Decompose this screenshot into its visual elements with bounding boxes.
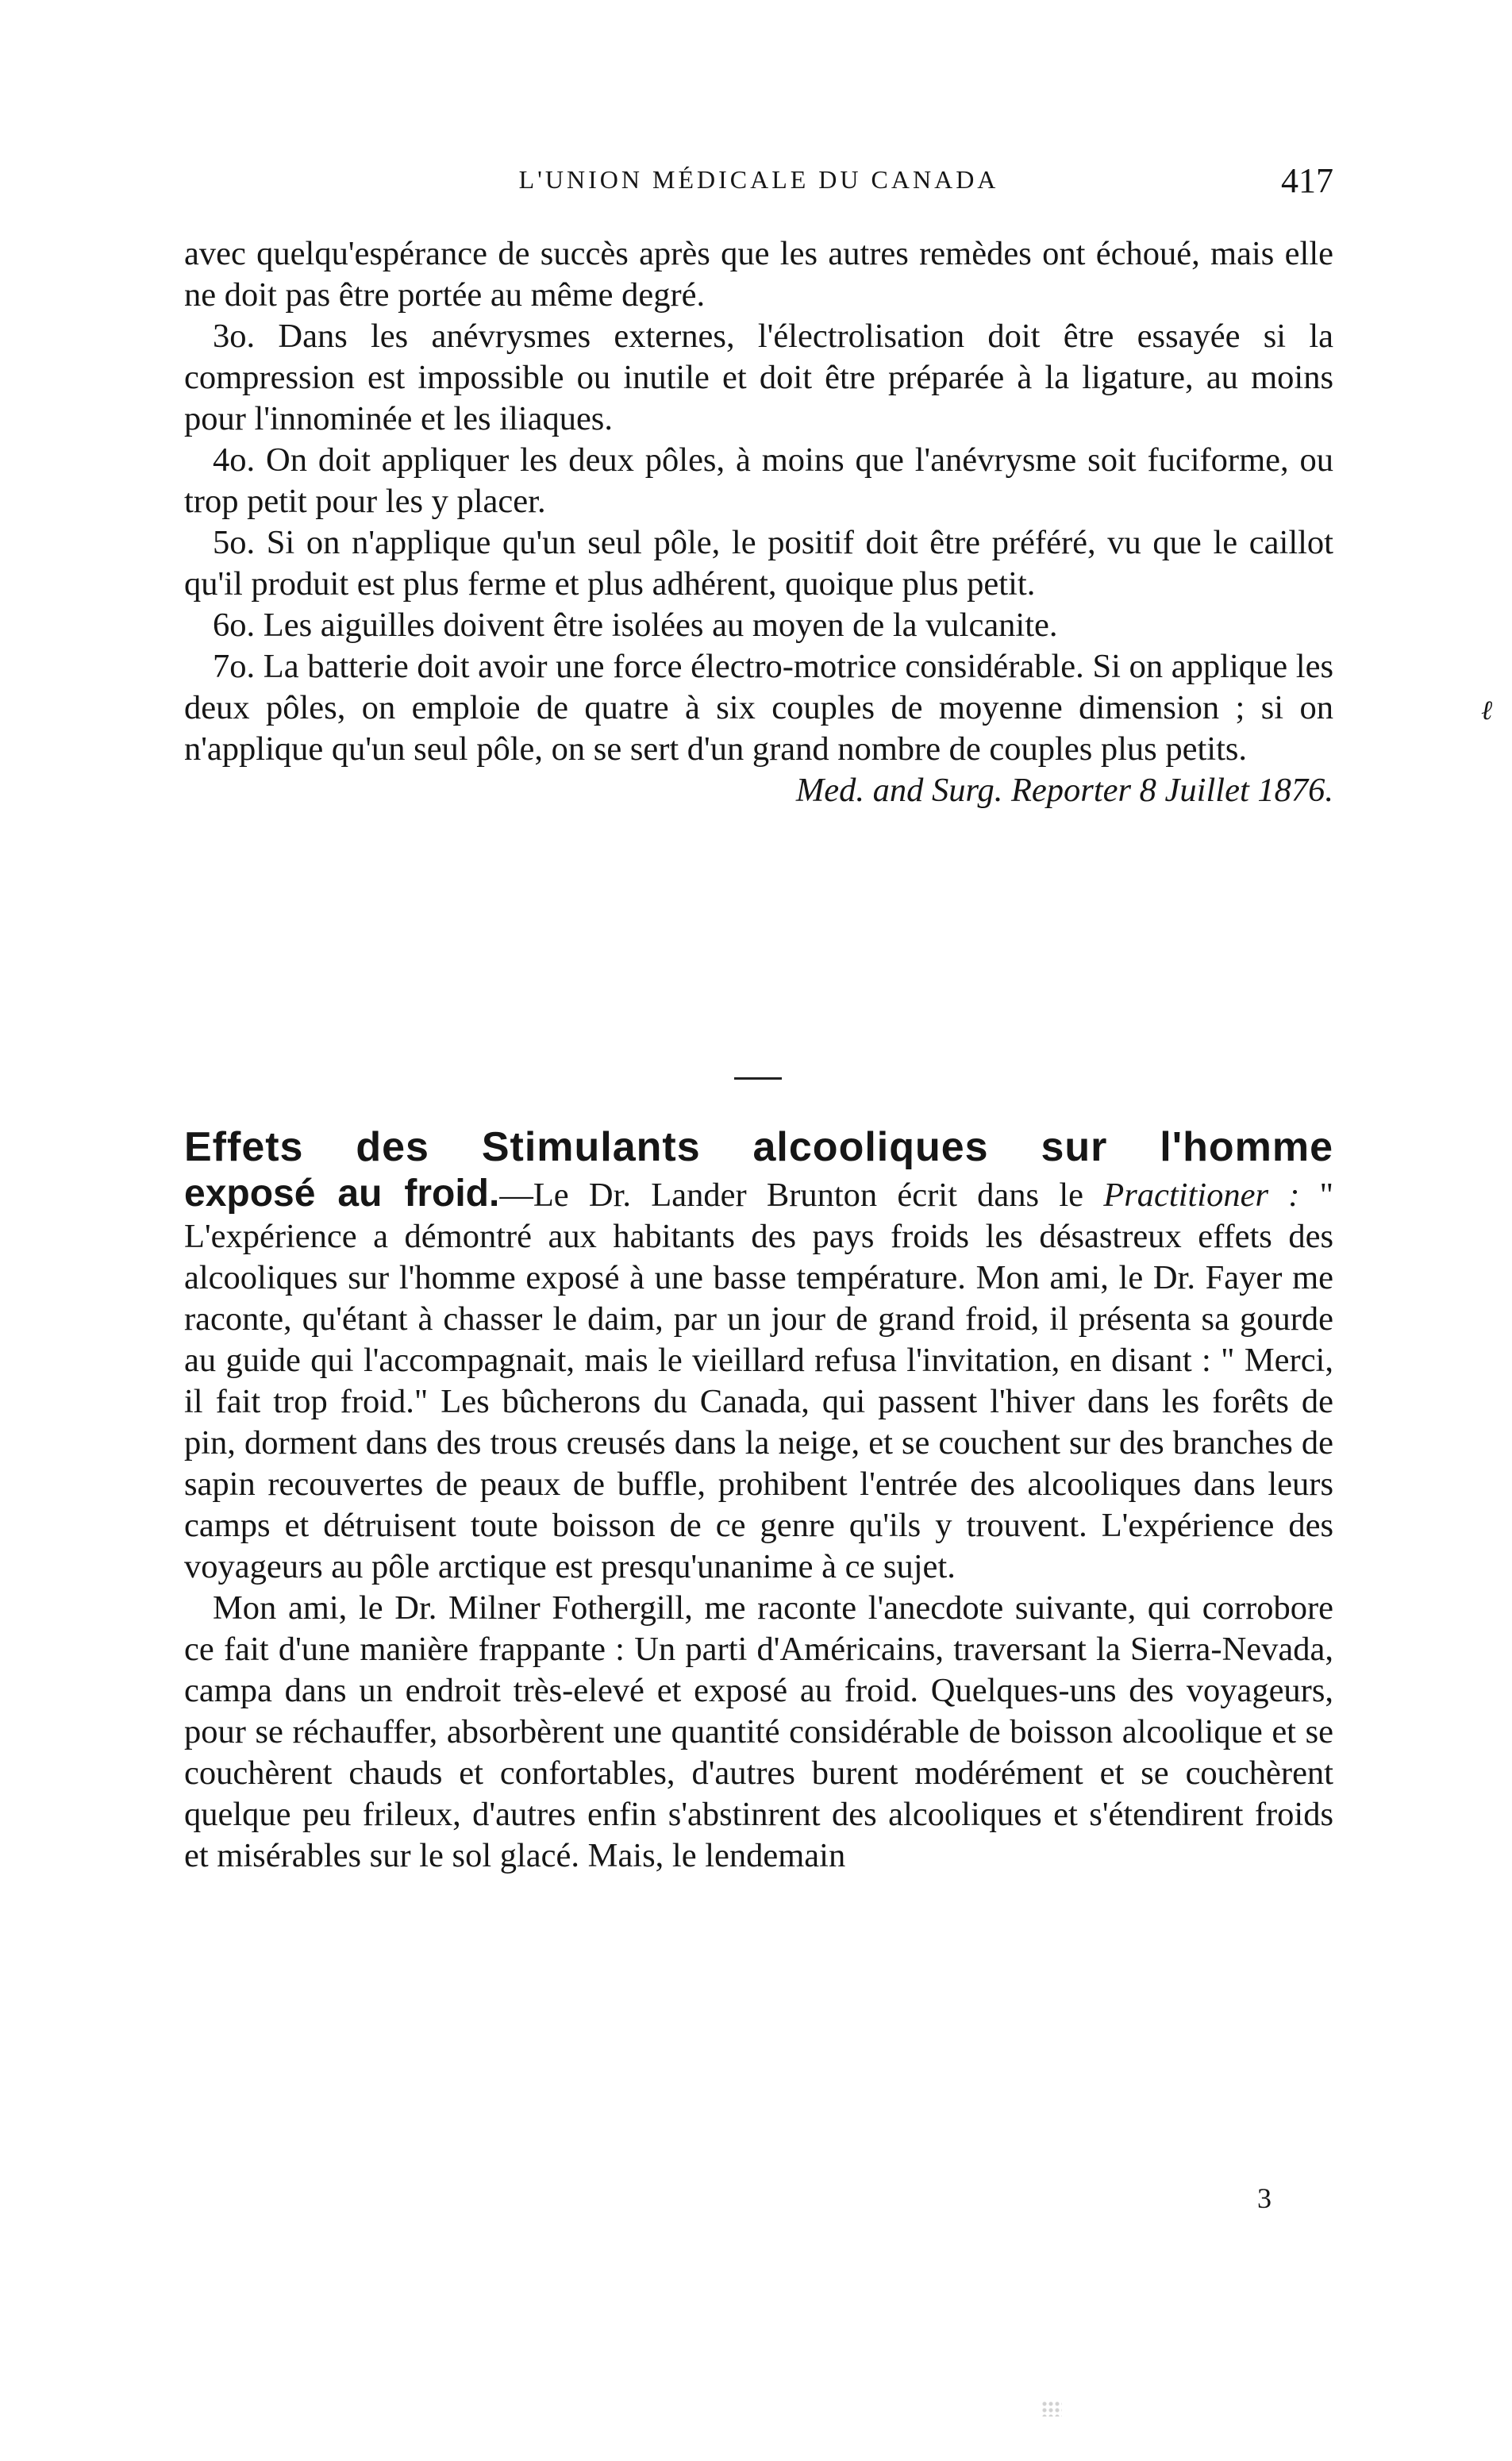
paragraph-6o: 6o. Les aiguilles doivent être isolées au moyen de la vulcanite. [213, 607, 1058, 644]
article-title: Effets des Stimulants alcooliques sur l'homme [184, 1124, 1333, 1170]
page-number: 417 [1281, 161, 1333, 200]
paragraph-4o: 4o. On doit appliquer les deux pôles, à moins que l'anévrysme soit fuciforme, ou trop petit pour les y placer. [184, 441, 1333, 520]
journal-name: Practitioner : [1103, 1177, 1300, 1214]
article-intro: —Le Dr. Lander Brunton écrit dans le [499, 1177, 1083, 1214]
continued-paragraph: avec quelqu'espérance de succès après que les autres remèdes ont échoué, mais elle ne doit pas être portée au même degré. [184, 235, 1333, 314]
article-paragraph-2: Mon ami, le Dr. Milner Fothergill, me raconte l'anecdote suivante, qui corrobore ce fait d'une manière frappante : Un parti d'Américains, traversant la Sierra-Nevada, campa dans un endroit très-elevé et exposé au froid. Quelques-uns des voyageurs, pour se réchauffer, absorbèrent une quantité considérable de boisson alcoolique et se couchèrent chauds et confortables, d'autres burent modérément et se couchèrent quelque peu frileux, d'autres enfin s'abstinrent des alcooliques et s'étendirent froids et misérables sur le sol glacé. Mais, le lendemain [184, 1589, 1333, 1874]
article-paragraph-1 [184, 1173, 1333, 1588]
running-head: L'UNION MÉDICALE DU CANADA [518, 165, 999, 194]
paragraph-7o: 7o. La batterie doit avoir une force électro-motrice considérable. Si on applique les deux pôles, on emploie de quatre à six couples de moyenne dimension ; si on n'applique qu'un seul pôle, on se sert d'un grand nombre de couples plus petits. [184, 648, 1333, 768]
paragraph-3o: 3o. Dans les anévrysmes externes, l'électrolisation doit être essayée si la compression est impossible ou inutile et doit être préparée à la ligature, au moins pour l'innominée et les iliaques. [184, 318, 1333, 437]
section-divider [734, 1077, 782, 1080]
article-paragraph-1-body: " L'expérience a démontré aux habitants des pays froids les désastreux effets des alcooliques sur l'homme exposé à une basse température. Mon ami, le Dr. Fayer me raconte, qu'étant à chasser le daim, par un jour de grand froid, il présenta sa gourde au guide qui l'accompagnait, mais le vieillard refusa l'invitation, en disant : " Merci, il fait trop froid." Les bûcherons du Canada, qui passent l'hiver dans les forêts de pin, dorment dans des trous creusés dans la neige, et se couchent sur des branches de sapin recouvertes de peaux de buffle, prohibent l'entrée des alcooliques dans leurs camps et détruisent toute boisson de ce genre qu'ils y trouvent. L'expérience des voyageurs au pôle arctique est presqu'unanime à ce sujet. [184, 1177, 1334, 1585]
top-section [184, 233, 1333, 811]
paragraph-5o: 5o. Si on n'applique qu'un seul pôle, le positif doit être préféré, vu que le caillot qu'il produit est plus ferme et plus adhérent, quoique plus petit. [184, 524, 1333, 603]
scan-speck [1041, 2401, 1062, 2417]
article [184, 1121, 1333, 1877]
citation: Med. and Surg. Reporter 8 Juillet 1876. [795, 772, 1333, 809]
signature-mark: 3 [1257, 2182, 1272, 2214]
page-header [184, 161, 1333, 213]
margin-mark: ℓ [1481, 696, 1493, 726]
article-title-continued: exposé au froid. [184, 1173, 500, 1215]
